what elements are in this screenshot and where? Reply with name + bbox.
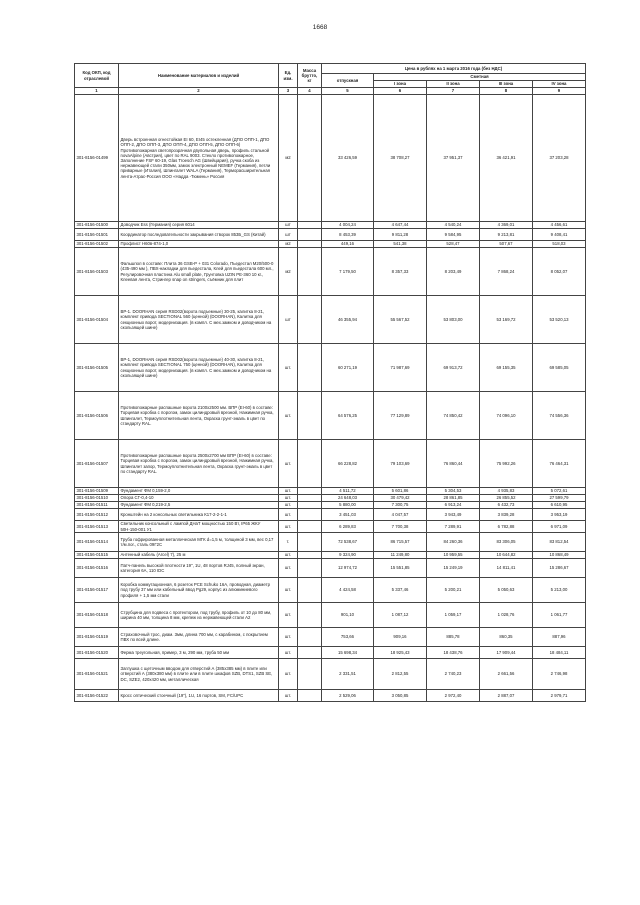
table-cell-retail-price: 753,66 <box>322 628 374 647</box>
table-cell-name: Дверь встроенная огнестойкая EI 60, EI45 остекленная (ДПО ОПП-1, ДПО ОПП-2, ДПО ОПП-3, ДПО ОПП-4, ДПО ОПП-5, ДПО ОПП-6) Противопожарная светопрозрачная двупольная дверь, профиль стальной novaAlpine (Австрия), цвет по RAL 9003. Стекло противопожарное, Заполнение FSF 60-19, Glas Troesch AG (Швейцария), ручка скоба из нержавеющей стали 350мм, замок электронный NEMEF (Германия), петли приварные (Италия), Шпингалет WALA (Германия), Терморасширительная лента-Атрас-Россия ООО «Надда -Тюмень» Россия <box>119 95 279 222</box>
table-cell-code: 301-8156-01500 <box>75 222 119 229</box>
table-cell-name: Ферма треугольная, пример, 3 м, 290 мм, труба 50 мм <box>119 647 279 659</box>
table-row <box>75 533 586 552</box>
table-row <box>75 95 586 222</box>
table-cell-zone-2-price: 1 059,17 <box>427 603 480 628</box>
table-cell-retail-price: 24 648,03 <box>322 495 374 502</box>
page-number: 1668 <box>312 24 328 31</box>
table-cell-zone-1-price: 5 601,86 <box>374 488 427 495</box>
table-cell-unit: м2 <box>279 95 298 222</box>
table-cell-code: 301-8156-01512 <box>75 509 119 521</box>
table-cell-code: 301-8156-01499 <box>75 95 119 222</box>
table-cell-unit: т. <box>279 533 298 552</box>
table-cell-mass <box>298 521 322 533</box>
col-index: 5 <box>322 88 374 95</box>
table-cell-name: Кросс оптический стоечный (19"), 1U, 16 портов, SM, FC/UPC <box>119 690 279 702</box>
table-cell-zone-3-price: 75 992,26 <box>480 440 533 488</box>
table-cell-unit: шт. <box>279 647 298 659</box>
table-row <box>75 521 586 533</box>
table-cell-name: Заглушка с щеточным вводом для отверстий А (385х385 мм) в плите или отверстий А (380х380 мм) в плите или в плите шкафов SZB, DTS1, SZB SE, DC, SZE2, 420х420 мм, металлическая <box>119 659 279 690</box>
table-cell-name: Фундамент ФМ 0,219-2,5 <box>119 502 279 509</box>
table-cell-zone-4-price: 5 072,61 <box>533 488 586 495</box>
table-cell-name: ВР-1, DOORHAN серия RSD02(ворота подъемные) 40-30, калитка 8-21, комплект привода SECTIONAL 750 (ценной) (DOORHAN), Калитка для секционных ворот, модернизация. (в компл. С мех.замком и доводчиком на скользящей шине) <box>119 344 279 392</box>
table-cell-code: 301-8156-01505 <box>75 344 119 392</box>
table-cell-mass <box>298 533 322 552</box>
table-cell-name: Струбцина для подвеса с протектором, под трубу, профиль от 10 до 80 мм, ширина 40 мм, толщина 8 мм, крепеж из нержавеющей стали A2 <box>119 603 279 628</box>
table-cell-mass <box>298 509 322 521</box>
table-cell-unit: шт. <box>279 502 298 509</box>
table-cell-zone-2-price: 15 249,19 <box>427 559 480 578</box>
col-index: 1 <box>75 88 119 95</box>
table-cell-retail-price: 6 289,83 <box>322 521 374 533</box>
table-cell-zone-2-price: 37 951,37 <box>427 95 480 222</box>
header-zone-3: III зона <box>480 81 533 88</box>
table-cell-name: Доводчик Ess (Германия) серия 6014 <box>119 222 279 229</box>
table-cell-zone-1-price: 7 700,38 <box>374 521 427 533</box>
table-row <box>75 248 586 296</box>
table-cell-zone-1-price: 909,16 <box>374 628 427 647</box>
table-row <box>75 559 586 578</box>
header-zone-2: II зона <box>427 81 480 88</box>
table-cell-mass <box>298 552 322 559</box>
table-cell-code: 301-8156-01507 <box>75 440 119 488</box>
header-retail: отпускная <box>322 74 374 88</box>
table-cell-zone-1-price: 1 087,12 <box>374 603 427 628</box>
table-cell-zone-4-price: 1 061,77 <box>533 603 586 628</box>
table-cell-zone-3-price: 507,67 <box>480 241 533 248</box>
col-index: 4 <box>298 88 322 95</box>
table-cell-zone-4-price: 76 464,31 <box>533 440 586 488</box>
table-cell-zone-3-price: 3 839,28 <box>480 509 533 521</box>
table-cell-name: Противопожарные распашные ворота 2500х2700 мм ВПР (EI-60) в составе: Торцевая коробка с порогом, замок цилиндровый врезной, Нажимная ручка, Шпингалет запор, Термоуплотнительная лента, Окраска грунт-эмаль в цвет по стандарту RAL. <box>119 440 279 488</box>
table-cell-zone-2-price: 7 289,91 <box>427 521 480 533</box>
header-name: Наименование материалов и изделий <box>119 64 279 88</box>
table-cell-zone-4-price: 8 052,07 <box>533 248 586 296</box>
table-cell-retail-price: 5 880,00 <box>322 502 374 509</box>
table-cell-mass <box>298 392 322 440</box>
table-cell-mass <box>298 222 322 229</box>
header-unit: Ед. изм. <box>279 64 298 88</box>
table-cell-zone-1-price: 9 811,28 <box>374 229 427 241</box>
table-cell-retail-price: 4 511,72 <box>322 488 374 495</box>
price-table <box>74 63 586 702</box>
table-cell-zone-3-price: 860,35 <box>480 628 533 647</box>
table-cell-zone-1-price: 4 647,44 <box>374 222 427 229</box>
table-cell-zone-4-price: 4 456,61 <box>533 222 586 229</box>
table-cell-zone-1-price: 38 708,27 <box>374 95 427 222</box>
table-row <box>75 488 586 495</box>
col-index: 6 <box>374 88 427 95</box>
table-cell-unit: шт. <box>279 392 298 440</box>
col-index: 7 <box>427 88 480 95</box>
table-cell-zone-1-price: 3 050,85 <box>374 690 427 702</box>
header-zone-4: IV зона <box>533 81 586 88</box>
table-cell-unit: шт <box>279 296 298 344</box>
table-cell-mass <box>298 241 322 248</box>
table-row <box>75 229 586 241</box>
table-cell-zone-1-price: 7 300,75 <box>374 502 427 509</box>
table-cell-unit: шт. <box>279 509 298 521</box>
table-cell-zone-3-price: 4 369,01 <box>480 222 533 229</box>
table-cell-unit: м2 <box>279 248 298 296</box>
table-cell-zone-2-price: 885,78 <box>427 628 480 647</box>
table-cell-zone-4-price: 2 746,98 <box>533 659 586 690</box>
table-cell-zone-1-price: 55 567,52 <box>374 296 427 344</box>
table-cell-name: ВР-1. DOORHAN серия RSD02(ворота подъемные) 30-25, калитка 8-21, комплект привода SECTIONAL 560 (ценной) (DOORHAN), Калитка для секционных ворот, модернизация. (в компл. С мех.замком и доводчиком на скользящей шине) <box>119 296 279 344</box>
table-cell-zone-3-price: 36 421,91 <box>480 95 533 222</box>
table-cell-code: 301-8156-01509 <box>75 488 119 495</box>
table-row <box>75 502 586 509</box>
table-cell-zone-2-price: 8 203,49 <box>427 248 480 296</box>
table-cell-unit: шт. <box>279 488 298 495</box>
table-cell-zone-3-price: 7 868,24 <box>480 248 533 296</box>
table-cell-zone-3-price: 74 096,10 <box>480 392 533 440</box>
table-cell-mass <box>298 344 322 392</box>
table-cell-code: 301-8156-01503 <box>75 248 119 296</box>
table-cell-zone-2-price: 528,47 <box>427 241 480 248</box>
header-mass: Масса брутто, кг <box>298 64 322 88</box>
table-cell-zone-3-price: 53 169,72 <box>480 296 533 344</box>
table-cell-unit: шт. <box>279 521 298 533</box>
table-cell-zone-1-price: 79 103,69 <box>374 440 427 488</box>
table-cell-zone-2-price: 4 540,24 <box>427 222 480 229</box>
table-cell-zone-4-price: 887,96 <box>533 628 586 647</box>
table-cell-zone-2-price: 5 304,53 <box>427 488 480 495</box>
table-cell-zone-1-price: 15 551,85 <box>374 559 427 578</box>
table-cell-unit: шт. <box>279 603 298 628</box>
table-cell-code: 301-8156-01501 <box>75 229 119 241</box>
table-cell-zone-4-price: 518,03 <box>533 241 586 248</box>
table-cell-zone-3-price: 17 909,44 <box>480 647 533 659</box>
table-cell-retail-price: 449,16 <box>322 241 374 248</box>
table-row <box>75 241 586 248</box>
table-cell-zone-1-price: 541,38 <box>374 241 427 248</box>
table-cell-code: 301-8156-01519 <box>75 628 119 647</box>
table-row <box>75 495 586 502</box>
table-row <box>75 659 586 690</box>
table-cell-zone-4-price: 6 610,95 <box>533 502 586 509</box>
header-code: Код ОКП, код отраслевой <box>75 64 119 88</box>
table-cell-zone-3-price: 2 887,07 <box>480 690 533 702</box>
table-cell-mass <box>298 690 322 702</box>
table-cell-name: Опора СГ-0,4-10 <box>119 495 279 502</box>
table-cell-mass <box>298 647 322 659</box>
table-cell-zone-3-price: 6 432,73 <box>480 502 533 509</box>
table-cell-zone-3-price: 5 050,63 <box>480 578 533 603</box>
table-cell-unit: шт. <box>279 659 298 690</box>
table-cell-mass <box>298 559 322 578</box>
table-cell-zone-3-price: 69 155,35 <box>480 344 533 392</box>
table-cell-zone-3-price: 26 855,52 <box>480 495 533 502</box>
table-cell-unit: шт. <box>279 628 298 647</box>
table-cell-zone-2-price: 76 860,44 <box>427 440 480 488</box>
table-row <box>75 628 586 647</box>
table-cell-zone-2-price: 9 584,95 <box>427 229 480 241</box>
table-cell-name: Профлист Н60в-874-1,0 <box>119 241 279 248</box>
table-cell-retail-price: 12 974,72 <box>322 559 374 578</box>
table-cell-retail-price: 9 324,90 <box>322 552 374 559</box>
table-cell-name: Труба гофрированная металлическая МГК d=1,5 м, толщиной 3 мм, вес 0,17 т/м.пог., сталь 09Г2С <box>119 533 279 552</box>
table-cell-retail-price: 46 355,94 <box>322 296 374 344</box>
header-price-group: Цена в рублях на 1 марта 2016 года (без НДС) <box>322 64 586 74</box>
table-cell-zone-3-price: 4 935,83 <box>480 488 533 495</box>
table-cell-zone-3-price: 6 782,88 <box>480 521 533 533</box>
table-cell-unit: шт. <box>279 559 298 578</box>
table-cell-zone-4-price: 27 599,79 <box>533 495 586 502</box>
table-cell-name: Патч-панель высокой плотности 19", 1U, 48 портов RJ45, полный экран, категория 6А, 110 IDC <box>119 559 279 578</box>
table-cell-name: Светильник консольный с лампой ДНаТ мощностью 150 Вт, IP65 ЖКУ 50Н-150-001 У1 <box>119 521 279 533</box>
table-cell-zone-2-price: 2 972,40 <box>427 690 480 702</box>
table-cell-code: 301-8156-01515 <box>75 552 119 559</box>
table-cell-zone-1-price: 5 337,46 <box>374 578 427 603</box>
table-cell-mass <box>298 296 322 344</box>
table-row <box>75 440 586 488</box>
table-cell-zone-2-price: 3 943,49 <box>427 509 480 521</box>
table-cell-zone-1-price: 77 129,89 <box>374 392 427 440</box>
table-cell-zone-2-price: 5 200,21 <box>427 578 480 603</box>
table-row <box>75 296 586 344</box>
table-cell-mass <box>298 488 322 495</box>
table-cell-name: Коробка коммутационная, 6 розеток PCE Schuko 16А, проводная, диаметр под трубу 37 мм или кабельный ввод Pg29, корпус из алюминиевого профиля + 1,5 мм стали <box>119 578 279 603</box>
table-cell-zone-4-price: 9 408,41 <box>533 229 586 241</box>
table-cell-retail-price: 2 331,51 <box>322 659 374 690</box>
header-estimate: Сметная <box>374 74 586 81</box>
table-cell-mass <box>298 229 322 241</box>
table-cell-code: 301-8156-01502 <box>75 241 119 248</box>
table-cell-code: 301-8156-01516 <box>75 559 119 578</box>
table-cell-code: 301-8156-01513 <box>75 521 119 533</box>
table-cell-unit: шт. <box>279 495 298 502</box>
col-index: 9 <box>533 88 586 95</box>
table-cell-name: Страховочный трос, диам. 3мм, длина 700 мм, с карабином, с покрытием ПВХ по всей длине. <box>119 628 279 647</box>
table-cell-mass <box>298 502 322 509</box>
table-cell-zone-2-price: 2 740,23 <box>427 659 480 690</box>
table-cell-code: 301-8156-01517 <box>75 578 119 603</box>
table-cell-mass <box>298 440 322 488</box>
table-row <box>75 344 586 392</box>
table-cell-zone-4-price: 69 585,05 <box>533 344 586 392</box>
table-cell-zone-2-price: 84 260,36 <box>427 533 480 552</box>
table-cell-unit: шт. <box>279 344 298 392</box>
table-cell-zone-4-price: 6 971,09 <box>533 521 586 533</box>
table-cell-zone-4-price: 3 953,19 <box>533 509 586 521</box>
table-cell-zone-1-price: 11 249,80 <box>374 552 427 559</box>
table-row <box>75 647 586 659</box>
table-cell-retail-price: 4 004,24 <box>322 222 374 229</box>
table-cell-zone-1-price: 8 357,33 <box>374 248 427 296</box>
table-cell-zone-4-price: 53 520,13 <box>533 296 586 344</box>
table-cell-retail-price: 66 228,82 <box>322 440 374 488</box>
table-cell-zone-2-price: 53 803,00 <box>427 296 480 344</box>
table-cell-mass <box>298 603 322 628</box>
table-cell-unit: шт <box>279 222 298 229</box>
table-cell-code: 301-8156-01521 <box>75 659 119 690</box>
table-cell-zone-1-price: 71 987,69 <box>374 344 427 392</box>
table-cell-retail-price: 33 426,59 <box>322 95 374 222</box>
table-cell-name: Координатор последовательности закрывания створок 853Б_GS (Китай) <box>119 229 279 241</box>
table-cell-zone-2-price: 10 959,55 <box>427 552 480 559</box>
table-cell-zone-1-price: 30 479,42 <box>374 495 427 502</box>
table-cell-zone-2-price: 18 438,76 <box>427 647 480 659</box>
table-cell-zone-4-price: 10 868,49 <box>533 552 586 559</box>
table-cell-unit: м2 <box>279 241 298 248</box>
table-cell-name: Противопожарные распашные ворота 2100х2500 мм. ВПР (EI-60) в составе: Торцевая коробка с порогом, замок цилиндровый врезной, Нажимная ручка, Шпингалет, Термоуплотнительная лента, Окраска грунт-эмаль в цвет по стандарту RAL. <box>119 392 279 440</box>
table-cell-name: Кронштейн на 2 консольных светильника К17-2-2-1-1 <box>119 509 279 521</box>
table-cell-code: 301-8156-01522 <box>75 690 119 702</box>
table-cell-name: Антенный кабель (Arcel) 7), 25 м <box>119 552 279 559</box>
table-cell-code: 301-8156-01518 <box>75 603 119 628</box>
table-cell-zone-2-price: 6 913,24 <box>427 502 480 509</box>
table-cell-zone-1-price: 2 812,55 <box>374 659 427 690</box>
table-cell-mass <box>298 248 322 296</box>
column-index-row <box>75 88 586 95</box>
table-cell-mass <box>298 659 322 690</box>
table-cell-mass <box>298 628 322 647</box>
table-cell-code: 301-8156-01514 <box>75 533 119 552</box>
table-cell-zone-2-price: 28 861,85 <box>427 495 480 502</box>
table-cell-mass <box>298 95 322 222</box>
table-cell-retail-price: 3 451,03 <box>322 509 374 521</box>
table-cell-retail-price: 7 179,50 <box>322 248 374 296</box>
table-cell-zone-3-price: 9 213,81 <box>480 229 533 241</box>
table-cell-retail-price: 72 538,67 <box>322 533 374 552</box>
table-cell-retail-price: 60 271,19 <box>322 344 374 392</box>
table-cell-zone-3-price: 83 306,05 <box>480 533 533 552</box>
table-row <box>75 509 586 521</box>
table-cell-zone-1-price: 4 047,57 <box>374 509 427 521</box>
table-cell-zone-4-price: 74 556,36 <box>533 392 586 440</box>
table-cell-mass <box>298 578 322 603</box>
table-cell-zone-3-price: 10 644,82 <box>480 552 533 559</box>
table-cell-retail-price: 4 424,58 <box>322 578 374 603</box>
table-cell-unit: шт. <box>279 440 298 488</box>
table-cell-unit: шт. <box>279 552 298 559</box>
table-cell-name: Фальшпол в составе: Плита 36 GSB-Р + 031 Colorado, Пьедестал М20/500-0 (435-490 мм ), ПВХ-накладки для пьедестала, Клей для пьедестала 600 мл., Регулировочная пластина Alu small plate, Грунтовка UZIN PE-360 10 кг., Клеевая лента, Стрингер snap on stringers, съёмник для плит <box>119 248 279 296</box>
table-cell-unit: шт. <box>279 690 298 702</box>
table-row <box>75 603 586 628</box>
col-index: 8 <box>480 88 533 95</box>
table-cell-zone-4-price: 15 286,67 <box>533 559 586 578</box>
table-cell-zone-4-price: 5 213,00 <box>533 578 586 603</box>
table-row <box>75 392 586 440</box>
table-cell-zone-4-price: 37 203,28 <box>533 95 586 222</box>
table-cell-code: 301-8156-01520 <box>75 647 119 659</box>
table-cell-unit: шт. <box>279 578 298 603</box>
table-cell-zone-3-price: 14 811,41 <box>480 559 533 578</box>
table-cell-zone-4-price: 18 484,11 <box>533 647 586 659</box>
table-row <box>75 690 586 702</box>
table-cell-mass <box>298 495 322 502</box>
table-cell-retail-price: 8 453,39 <box>322 229 374 241</box>
table-row <box>75 578 586 603</box>
table-cell-zone-2-price: 69 913,72 <box>427 344 480 392</box>
table-cell-name: Фундамент ФМ 0,159-2,0 <box>119 488 279 495</box>
table-cell-code: 301-8156-01504 <box>75 296 119 344</box>
table-cell-zone-4-price: 83 812,54 <box>533 533 586 552</box>
table-row <box>75 552 586 559</box>
table-cell-zone-3-price: 2 661,56 <box>480 659 533 690</box>
table-cell-unit: шт <box>279 229 298 241</box>
table-cell-zone-3-price: 1 028,76 <box>480 603 533 628</box>
table-cell-code: 301-8156-01511 <box>75 502 119 509</box>
table-cell-code: 301-8156-01510 <box>75 495 119 502</box>
table-cell-zone-2-price: 74 850,42 <box>427 392 480 440</box>
col-index: 3 <box>279 88 298 95</box>
table-cell-zone-4-price: 2 979,71 <box>533 690 586 702</box>
table-cell-code: 301-8156-01506 <box>75 392 119 440</box>
table-cell-retail-price: 64 576,25 <box>322 392 374 440</box>
table-cell-retail-price: 15 698,34 <box>322 647 374 659</box>
table-cell-zone-1-price: 86 715,57 <box>374 533 427 552</box>
header-zone-1: I зона <box>374 81 427 88</box>
table-cell-retail-price: 2 529,06 <box>322 690 374 702</box>
table-cell-zone-1-price: 18 925,43 <box>374 647 427 659</box>
table-row <box>75 222 586 229</box>
table-cell-retail-price: 901,10 <box>322 603 374 628</box>
col-index: 2 <box>119 88 279 95</box>
